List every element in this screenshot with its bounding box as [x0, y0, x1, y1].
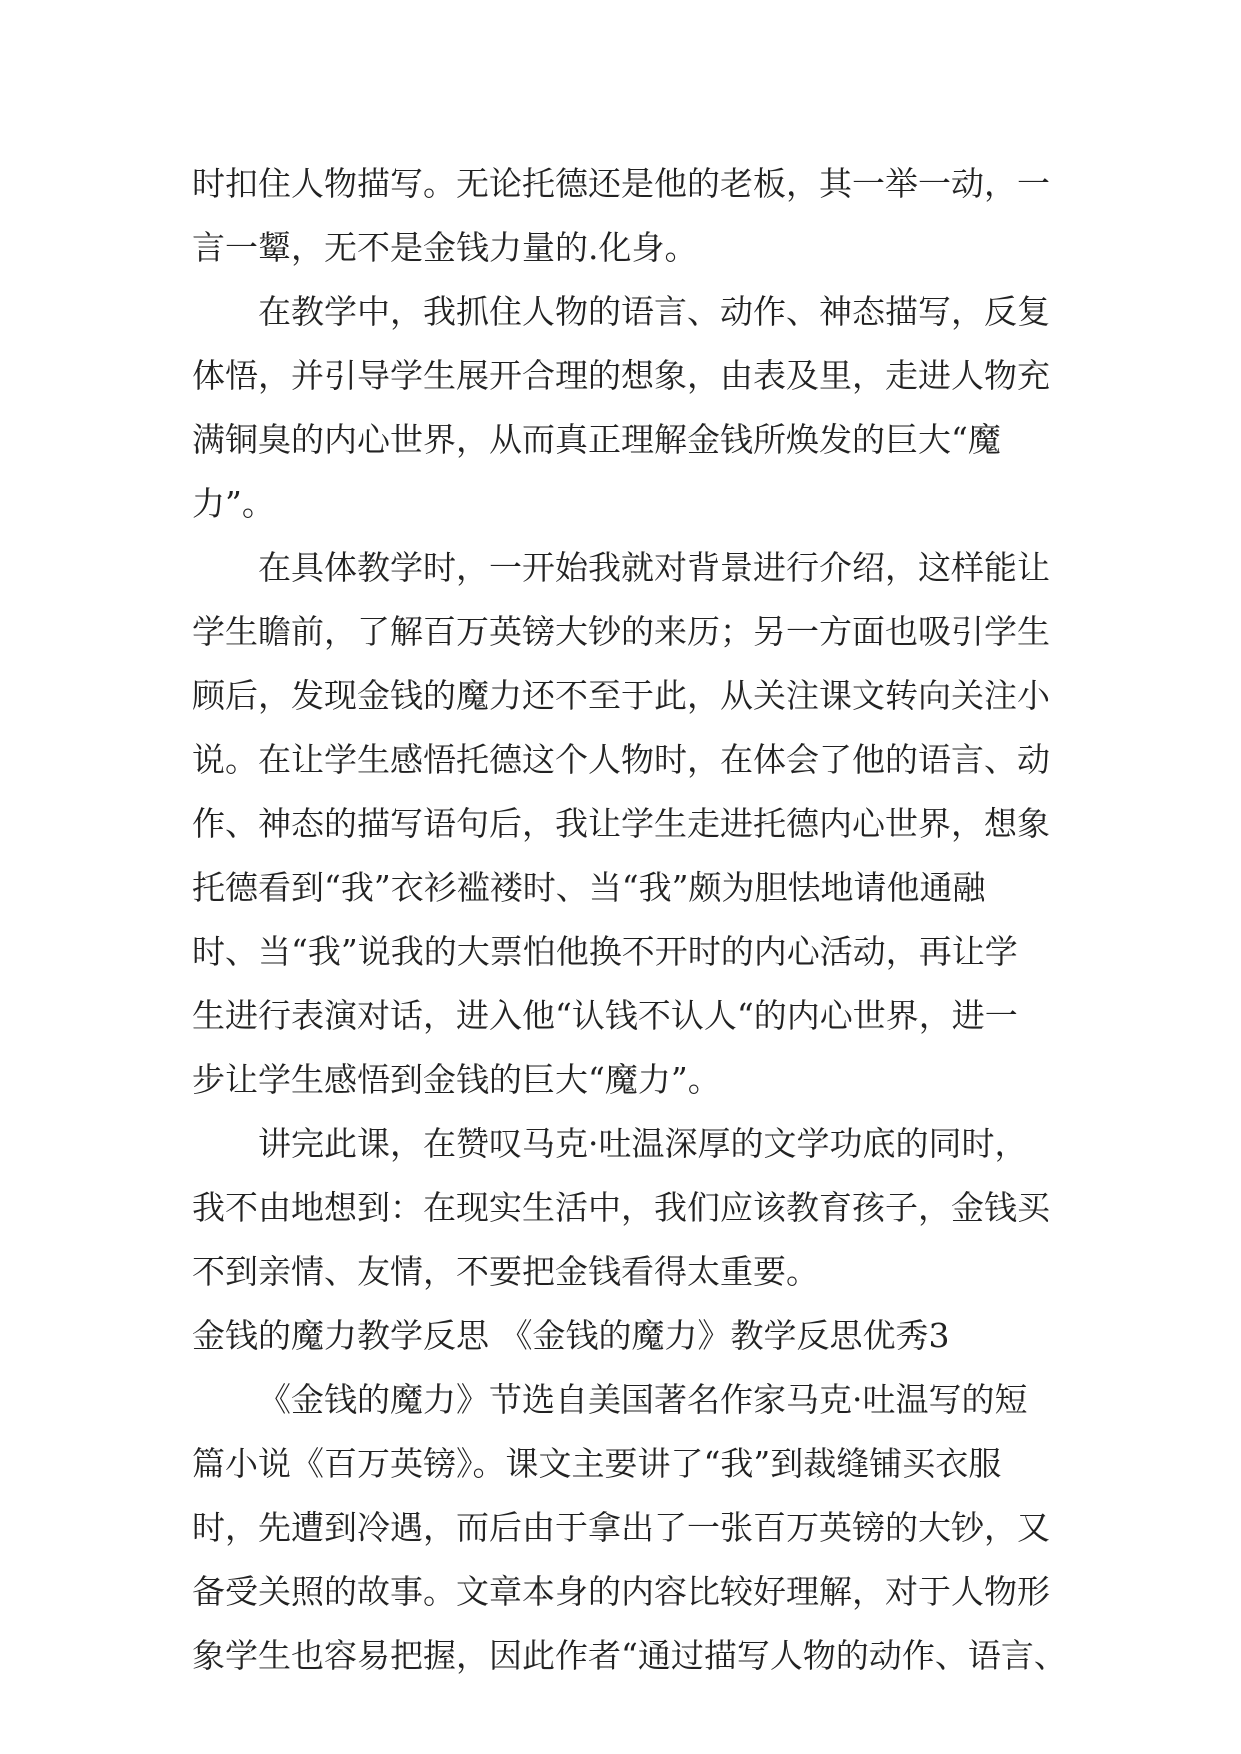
text-line: 时，先遭到冷遇，而后由于拿出了一张百万英镑的大钞，又: [192, 1508, 1050, 1547]
text-line: 篇小说《百万英镑》。课文主要讲了“我”到裁缝铺买衣服: [192, 1444, 1002, 1483]
text-line: 体悟，并引导学生展开合理的想象，由表及里，走进人物充: [192, 356, 1050, 395]
text-line: 不到亲情、友情，不要把金钱看得太重要。: [192, 1252, 819, 1291]
text-line: 备受关照的故事。文章本身的内容比较好理解，对于人物形: [192, 1572, 1050, 1611]
text-line: 在教学中，我抓住人物的语言、动作、神态描写，反复: [258, 292, 1050, 331]
text-line: 时扣住人物描写。无论托德还是他的老板，其一举一动，一: [192, 164, 1050, 203]
text-line: 我不由地想到：在现实生活中，我们应该教育孩子，金钱买: [192, 1188, 1050, 1227]
text-line: 生进行表演对话，进入他“认钱不认人“的内心世界，进一: [192, 996, 1018, 1035]
text-line: 步让学生感悟到金钱的巨大“魔力”。: [192, 1060, 721, 1099]
text-line: 托德看到“我”衣衫褴褛时、当“我”颇为胆怯地请他通融: [192, 868, 986, 907]
text-line: 满铜臭的内心世界，从而真正理解金钱所焕发的巨大“魔: [192, 420, 1001, 459]
text-line: 言一颦，无不是金钱力量的.化身。: [192, 228, 698, 267]
text-line: 讲完此课，在赞叹马克·吐温深厚的文学功底的同时，: [258, 1124, 1028, 1163]
text-line: 学生瞻前，了解百万英镑大钞的来历；另一方面也吸引学生: [192, 612, 1050, 651]
text-line: 说。在让学生感悟托德这个人物时，在体会了他的语言、动: [192, 740, 1050, 779]
text-line: 在具体教学时，一开始我就对背景进行介绍，这样能让: [258, 548, 1050, 587]
text-line: 时、当“我”说我的大票怕他换不开时的内心活动，再让学: [192, 932, 1018, 971]
section-heading: 金钱的魔力教学反思 《金钱的魔力》教学反思优秀3: [192, 1316, 950, 1355]
text-line: 作、神态的描写语句后，我让学生走进托德内心世界，想象: [192, 804, 1050, 843]
text-line: 力”。: [192, 484, 275, 523]
text-line: 《金钱的魔力》节选自美国著名作家马克·吐温写的短: [258, 1380, 1028, 1419]
text-line: 顾后，发现金钱的魔力还不至于此，从关注课文转向关注小: [192, 676, 1050, 715]
document-body: [192, 152, 1067, 1688]
text-line: 象学生也容易把握，因此作者“通过描写人物的动作、语言、: [192, 1636, 1067, 1675]
